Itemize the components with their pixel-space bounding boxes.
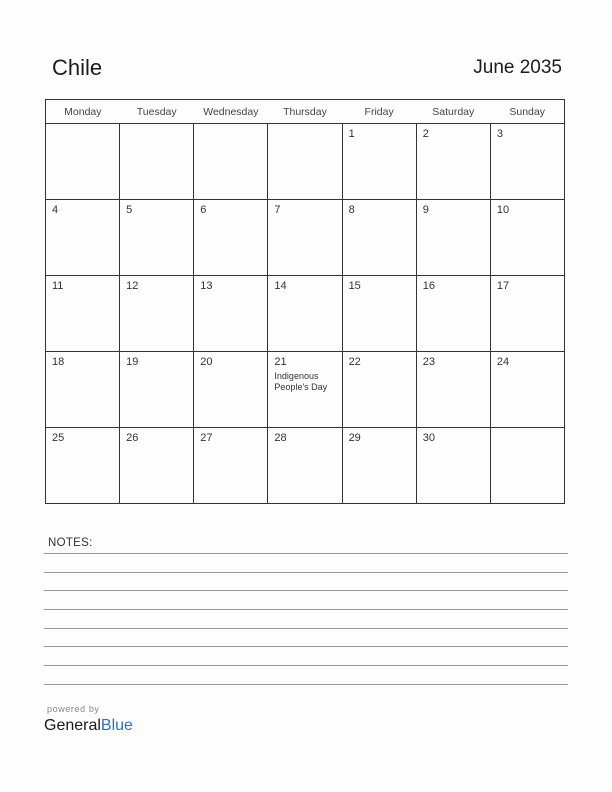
weekday-header: Saturday [416, 100, 490, 124]
notes-label: NOTES: [48, 537, 93, 549]
day-cell [342, 124, 416, 200]
day-number: 13 [200, 280, 213, 292]
day-cell [490, 276, 564, 352]
day-number: 5 [126, 204, 133, 216]
note-line [44, 628, 568, 629]
day-number: 14 [274, 280, 287, 292]
day-number: 6 [200, 204, 207, 216]
day-cell [416, 428, 490, 504]
day-cell [120, 124, 194, 200]
day-cell [268, 352, 342, 428]
day-cell [46, 352, 120, 428]
note-line [44, 590, 568, 591]
country-title: Chile [52, 55, 103, 80]
week-row [46, 200, 565, 276]
day-number: 3 [496, 128, 503, 140]
day-number: 19 [126, 356, 139, 368]
day-number: 17 [496, 280, 510, 292]
day-cell [194, 124, 268, 200]
note-line [44, 609, 568, 610]
note-line [44, 553, 568, 554]
day-cell [120, 428, 194, 504]
day-cell [342, 352, 416, 428]
weekday-header: Tuesday [120, 100, 194, 124]
day-cell [416, 352, 490, 428]
day-cell [268, 124, 342, 200]
day-cell [268, 428, 342, 504]
day-cell [416, 124, 490, 200]
day-cell [46, 124, 120, 200]
day-cell [46, 428, 120, 504]
weekday-header: Wednesday [194, 100, 268, 124]
day-number: 30 [422, 432, 435, 444]
day-number: 27 [200, 432, 213, 444]
day-number: 26 [126, 432, 139, 444]
month-title: June 2035 [473, 57, 562, 78]
day-number: 21 [274, 356, 287, 368]
day-cell [416, 276, 490, 352]
day-cell [490, 352, 564, 428]
day-number: 25 [52, 432, 65, 444]
day-cell [46, 200, 120, 276]
day-number: 18 [52, 356, 65, 368]
brand-name-part2: Blue [100, 717, 133, 734]
day-number: 9 [422, 204, 429, 216]
day-cell [490, 124, 564, 200]
day-cell [46, 276, 120, 352]
calendar-grid [45, 99, 565, 504]
holiday-label: Indigenous People's Day [274, 371, 328, 392]
weekday-header-row [46, 100, 565, 124]
weekday-header: Thursday [268, 100, 342, 124]
day-cell [120, 276, 194, 352]
day-number: 10 [496, 204, 510, 216]
day-cell [194, 200, 268, 276]
day-number: 15 [348, 280, 361, 292]
day-cell [342, 428, 416, 504]
day-number: 12 [126, 280, 139, 292]
day-number: 11 [52, 280, 64, 292]
brand-name-part1: General [44, 717, 101, 734]
weekday-header: Sunday [490, 100, 564, 124]
day-cell [490, 200, 564, 276]
day-number: 7 [274, 204, 281, 216]
note-line [44, 646, 568, 647]
day-number: 22 [348, 356, 361, 368]
weekday-header: Monday [46, 100, 120, 124]
day-cell [268, 276, 342, 352]
week-row [46, 352, 565, 428]
day-cell [194, 428, 268, 504]
day-number: 23 [422, 356, 435, 368]
note-line [44, 665, 568, 666]
day-cell [416, 200, 490, 276]
day-number: 8 [348, 204, 355, 216]
day-cell [342, 276, 416, 352]
note-line [44, 572, 568, 573]
day-number: 28 [274, 432, 287, 444]
weekday-header: Friday [342, 100, 416, 124]
day-number: 16 [422, 280, 435, 292]
day-cell [342, 200, 416, 276]
powered-by-text: powered by [47, 704, 100, 714]
note-line [44, 684, 568, 685]
day-cell [194, 276, 268, 352]
day-number: 20 [200, 356, 213, 368]
week-row [46, 276, 565, 352]
day-cell [194, 352, 268, 428]
day-cell [120, 200, 194, 276]
day-number: 2 [422, 128, 429, 140]
week-row [46, 428, 565, 504]
day-cell [120, 352, 194, 428]
day-number: 4 [52, 204, 59, 216]
day-cell [490, 428, 564, 504]
week-row [46, 124, 565, 200]
day-number: 24 [496, 356, 510, 368]
day-number: 29 [348, 432, 361, 444]
day-number: 1 [348, 128, 355, 140]
brand-logo[interactable] [44, 717, 133, 735]
day-cell [268, 200, 342, 276]
